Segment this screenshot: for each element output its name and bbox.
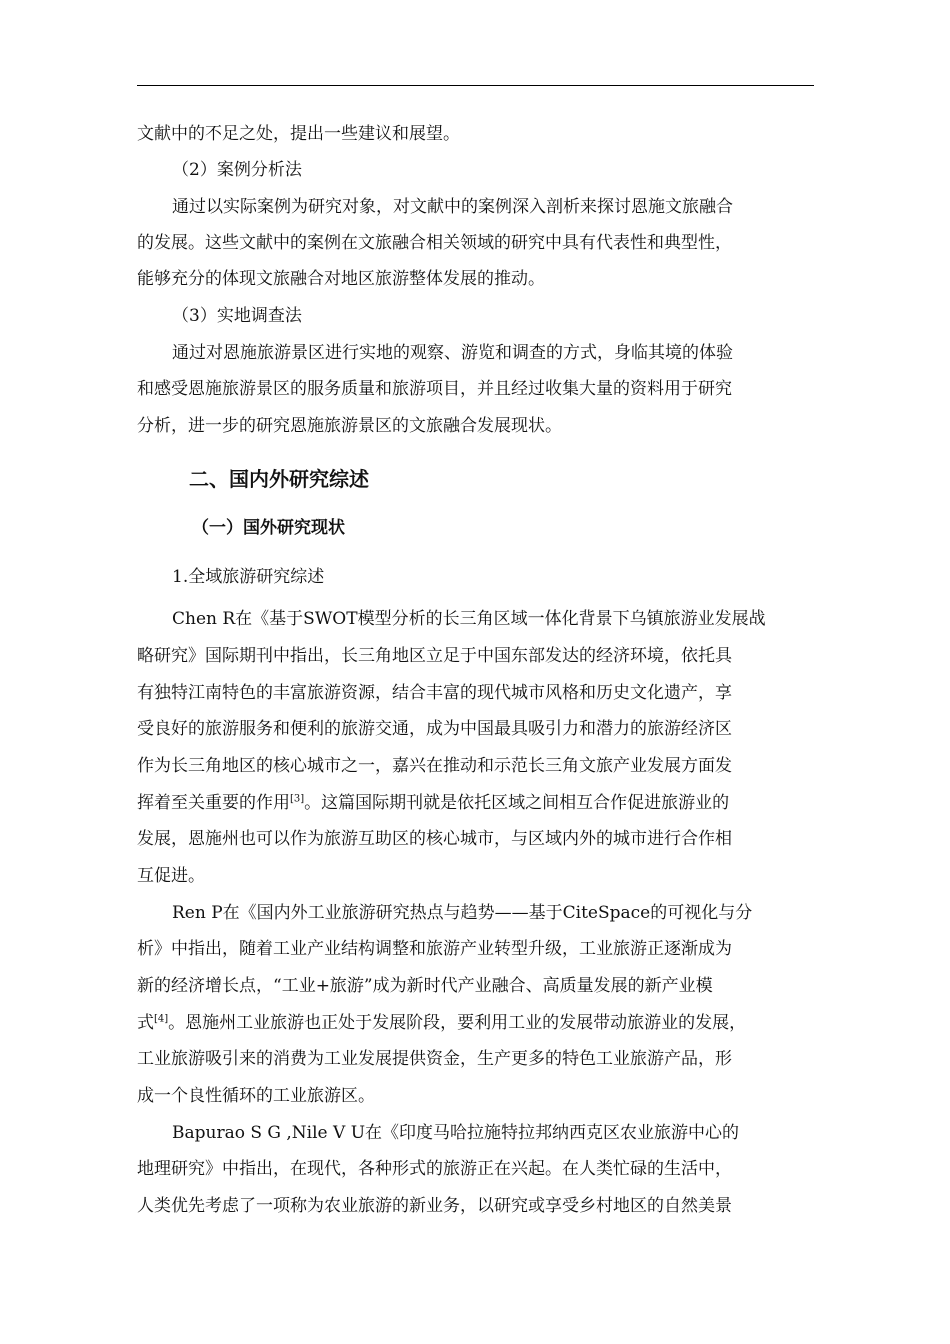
paragraph-line: 通过以实际案例为研究对象，对文献中的案例深入剖析来探讨恩施文旅融合 (172, 197, 733, 217)
text-run: 。恩施州工业旅游也正处于发展阶段，要利用工业的发展带动旅游业的发展， (168, 1013, 747, 1033)
paragraph-line: 工业旅游吸引来的消费为工业发展提供资金，生产更多的特色工业旅游产品，形 (137, 1049, 732, 1069)
header-rule (137, 85, 814, 86)
paragraph-line: 分析，进一步的研究恩施旅游景区的文旅融合发展现状。 (137, 416, 562, 436)
paragraph-line: Bapurao S G ,Nile V U在《印度马哈拉施特拉邦纳西克区农业旅游中心的 (172, 1123, 740, 1143)
paragraph-line: 能够充分的体现文旅融合对地区旅游整体发展的推动。 (137, 269, 545, 289)
paragraph-line: Ren P在《国内外工业旅游研究热点与趋势——基于CiteSpace的可视化与分 (172, 903, 753, 923)
paragraph-line (137, 1013, 817, 1033)
paragraph-line: 有独特江南特色的丰富旅游资源，结合丰富的现代城市风格和历史文化遗产，享 (137, 683, 732, 703)
paragraph-line: 人类优先考虑了一项称为农业旅游的新业务，以研究或享受乡村地区的自然美景 (137, 1196, 732, 1216)
paragraph-line: 互促进。 (137, 866, 205, 886)
citation-ref[interactable]: [4] (154, 1013, 169, 1025)
text-run: 。这篇国际期刊就是依托区域之间相互合作促进旅游业的 (304, 793, 730, 813)
paragraph-line: 发展，恩施州也可以作为旅游互助区的核心城市，与区域内外的城市进行合作相 (137, 829, 732, 849)
subsection-title: （一）国外研究现状 (192, 518, 345, 538)
method-heading-field-survey: （3）实地调查法 (172, 306, 302, 326)
paragraph-line: 的发展。这些文献中的案例在文旅融合相关领域的研究中具有代表性和典型性， (137, 233, 732, 253)
paragraph-line: 略研究》国际期刊中指出，长三角地区立足于中国东部发达的经济环境，依托具 (137, 646, 732, 666)
topic-title: 1.全域旅游研究综述 (172, 567, 325, 587)
paragraph-line: 受良好的旅游服务和便利的旅游交通，成为中国最具吸引力和潜力的旅游经济区 (137, 719, 732, 739)
section-title: 二、国内外研究综述 (189, 467, 369, 491)
text-run: 式 (137, 1013, 154, 1033)
paragraph-line: 和感受恩施旅游景区的服务质量和旅游项目，并且经过收集大量的资料用于研究 (137, 379, 732, 399)
method-heading-case-analysis: （2）案例分析法 (172, 160, 302, 180)
paragraph-line (137, 793, 817, 813)
paragraph-line: Chen R在《基于SWOT模型分析的长三角区域一体化背景下乌镇旅游业发展战 (172, 609, 766, 629)
paragraph-line: 通过对恩施旅游景区进行实地的观察、游览和调查的方式，身临其境的体验 (172, 343, 733, 363)
paragraph-line: 文献中的不足之处，提出一些建议和展望。 (137, 124, 460, 144)
paragraph-line: 成一个良性循环的工业旅游区。 (137, 1086, 375, 1106)
text-run: 挥着至关重要的作用 (137, 793, 290, 813)
paragraph-line: 作为长三角地区的核心城市之一，嘉兴在推动和示范长三角文旅产业发展方面发 (137, 756, 732, 776)
paragraph-line: 地理研究》中指出，在现代，各种形式的旅游正在兴起。在人类忙碌的生活中， (137, 1159, 732, 1179)
citation-ref[interactable]: [3] (290, 793, 305, 805)
paragraph-line: 新的经济增长点，“工业+旅游”成为新时代产业融合、高质量发展的新产业模 (137, 976, 713, 996)
paragraph-line: 析》中指出，随着工业产业结构调整和旅游产业转型升级，工业旅游正逐渐成为 (137, 939, 732, 959)
